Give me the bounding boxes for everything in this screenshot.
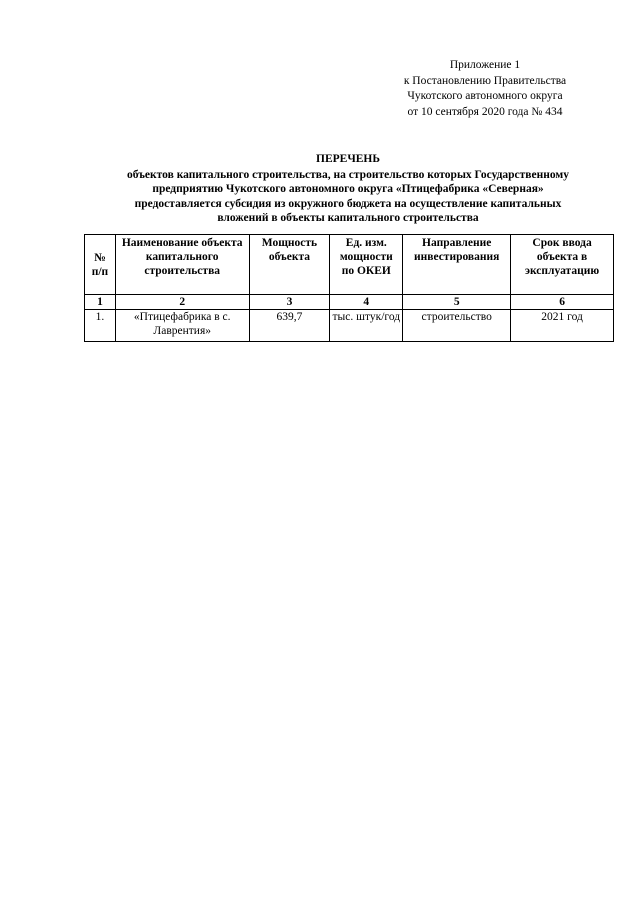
objects-table	[84, 234, 614, 342]
table-header-row	[85, 235, 614, 295]
header-number	[85, 235, 116, 295]
column-number: 4	[330, 295, 403, 310]
header-number-label: п/п	[91, 266, 109, 278]
header-unit: Ед. изм. мощности по ОКЕИ	[330, 235, 403, 295]
appendix-line: от 10 сентября 2020 года № 434	[407, 105, 563, 118]
heading-line: вложений в объекты капитального строительства	[217, 212, 479, 224]
header-commission-term: Срок ввода объекта в эксплуатацию	[511, 235, 614, 295]
document-title: ПЕРЕЧЕНЬ	[316, 153, 380, 165]
column-number: 1	[85, 295, 116, 310]
appendix-line: к Постановлению Правительства	[403, 74, 567, 87]
cell-unit: тыс. штук/год	[330, 310, 403, 342]
appendix-line: Чукотского автономного округа	[407, 90, 563, 102]
cell-commission-term: 2021 год	[511, 310, 614, 342]
document-heading	[78, 152, 618, 226]
cell-object-name: «Птицефабрика в с. Лаврентия»	[115, 310, 249, 342]
column-number: 5	[403, 295, 511, 310]
header-object-name: Наименование объекта капитального строительства	[115, 235, 249, 295]
header-number-sign: №	[94, 252, 106, 264]
cell-capacity: 639,7	[249, 310, 330, 342]
column-number: 6	[511, 295, 614, 310]
cell-direction: строительство	[403, 310, 511, 342]
heading-line: объектов капитального строительства, на строительство которых Государственному	[127, 168, 569, 181]
appendix-block	[380, 58, 590, 120]
heading-line: предприятию Чукотского автономного округа «Птицефабрика «Северная»	[152, 183, 544, 195]
column-number: 3	[249, 295, 330, 310]
appendix-line: Приложение 1	[449, 59, 521, 71]
header-direction: Направление инвестирования	[403, 235, 511, 295]
column-numbers-row	[85, 295, 614, 310]
cell-number: 1.	[85, 310, 116, 342]
column-number: 2	[115, 295, 249, 310]
heading-line: предоставляется субсидия из окружного бюджета на осуществление капитальных	[134, 197, 562, 210]
table-row	[85, 310, 614, 342]
header-capacity: Мощность объекта	[249, 235, 330, 295]
